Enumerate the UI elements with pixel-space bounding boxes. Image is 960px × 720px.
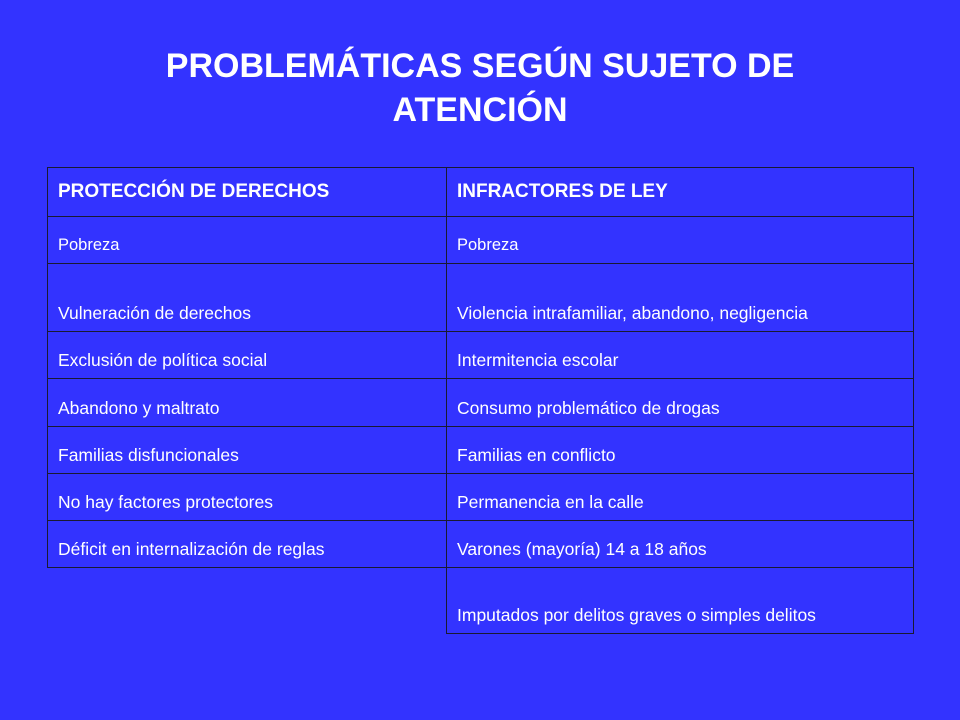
table-cell: Exclusión de política social: [48, 332, 447, 379]
table-row: [48, 332, 914, 379]
table-row: [48, 217, 914, 264]
table-row: [48, 521, 914, 568]
table-row: [48, 379, 914, 427]
table-cell: Familias en conflicto: [447, 427, 914, 474]
table-cell: No hay factores protectores: [48, 474, 447, 521]
table-cell: Abandono y maltrato: [48, 379, 447, 427]
table-cell: Permanencia en la calle: [447, 474, 914, 521]
table-row: [48, 427, 914, 474]
table-cell: Pobreza: [447, 217, 914, 264]
table-cell: Intermitencia escolar: [447, 332, 914, 379]
slide-title-line-1: PROBLEMÁTICAS SEGÚN SUJETO DE: [165, 47, 795, 85]
header-proteccion-derechos: PROTECCIÓN DE DERECHOS: [48, 168, 447, 217]
table-cell: Déficit en internalización de reglas: [48, 521, 447, 568]
table-cell: Violencia intrafamiliar, abandono, negligencia: [447, 264, 914, 332]
table-cell-empty: [48, 568, 447, 634]
table-row: [48, 568, 914, 634]
table-cell: Vulneración de derechos: [48, 264, 447, 332]
table-cell: Consumo problemático de drogas: [447, 379, 914, 427]
table-cell: Imputados por delitos graves o simples delitos: [447, 568, 914, 634]
table-cell: Varones (mayoría) 14 a 18 años: [447, 521, 914, 568]
slide-title: [0, 44, 960, 132]
problems-table: [47, 167, 914, 634]
table-cell: Pobreza: [48, 217, 447, 264]
table-header-row: [48, 168, 914, 217]
table-row: [48, 474, 914, 521]
table-row: [48, 264, 914, 332]
slide-title-line-2: ATENCIÓN: [392, 91, 568, 129]
table-cell: Familias disfuncionales: [48, 427, 447, 474]
header-infractores-ley: INFRACTORES DE LEY: [447, 168, 914, 217]
